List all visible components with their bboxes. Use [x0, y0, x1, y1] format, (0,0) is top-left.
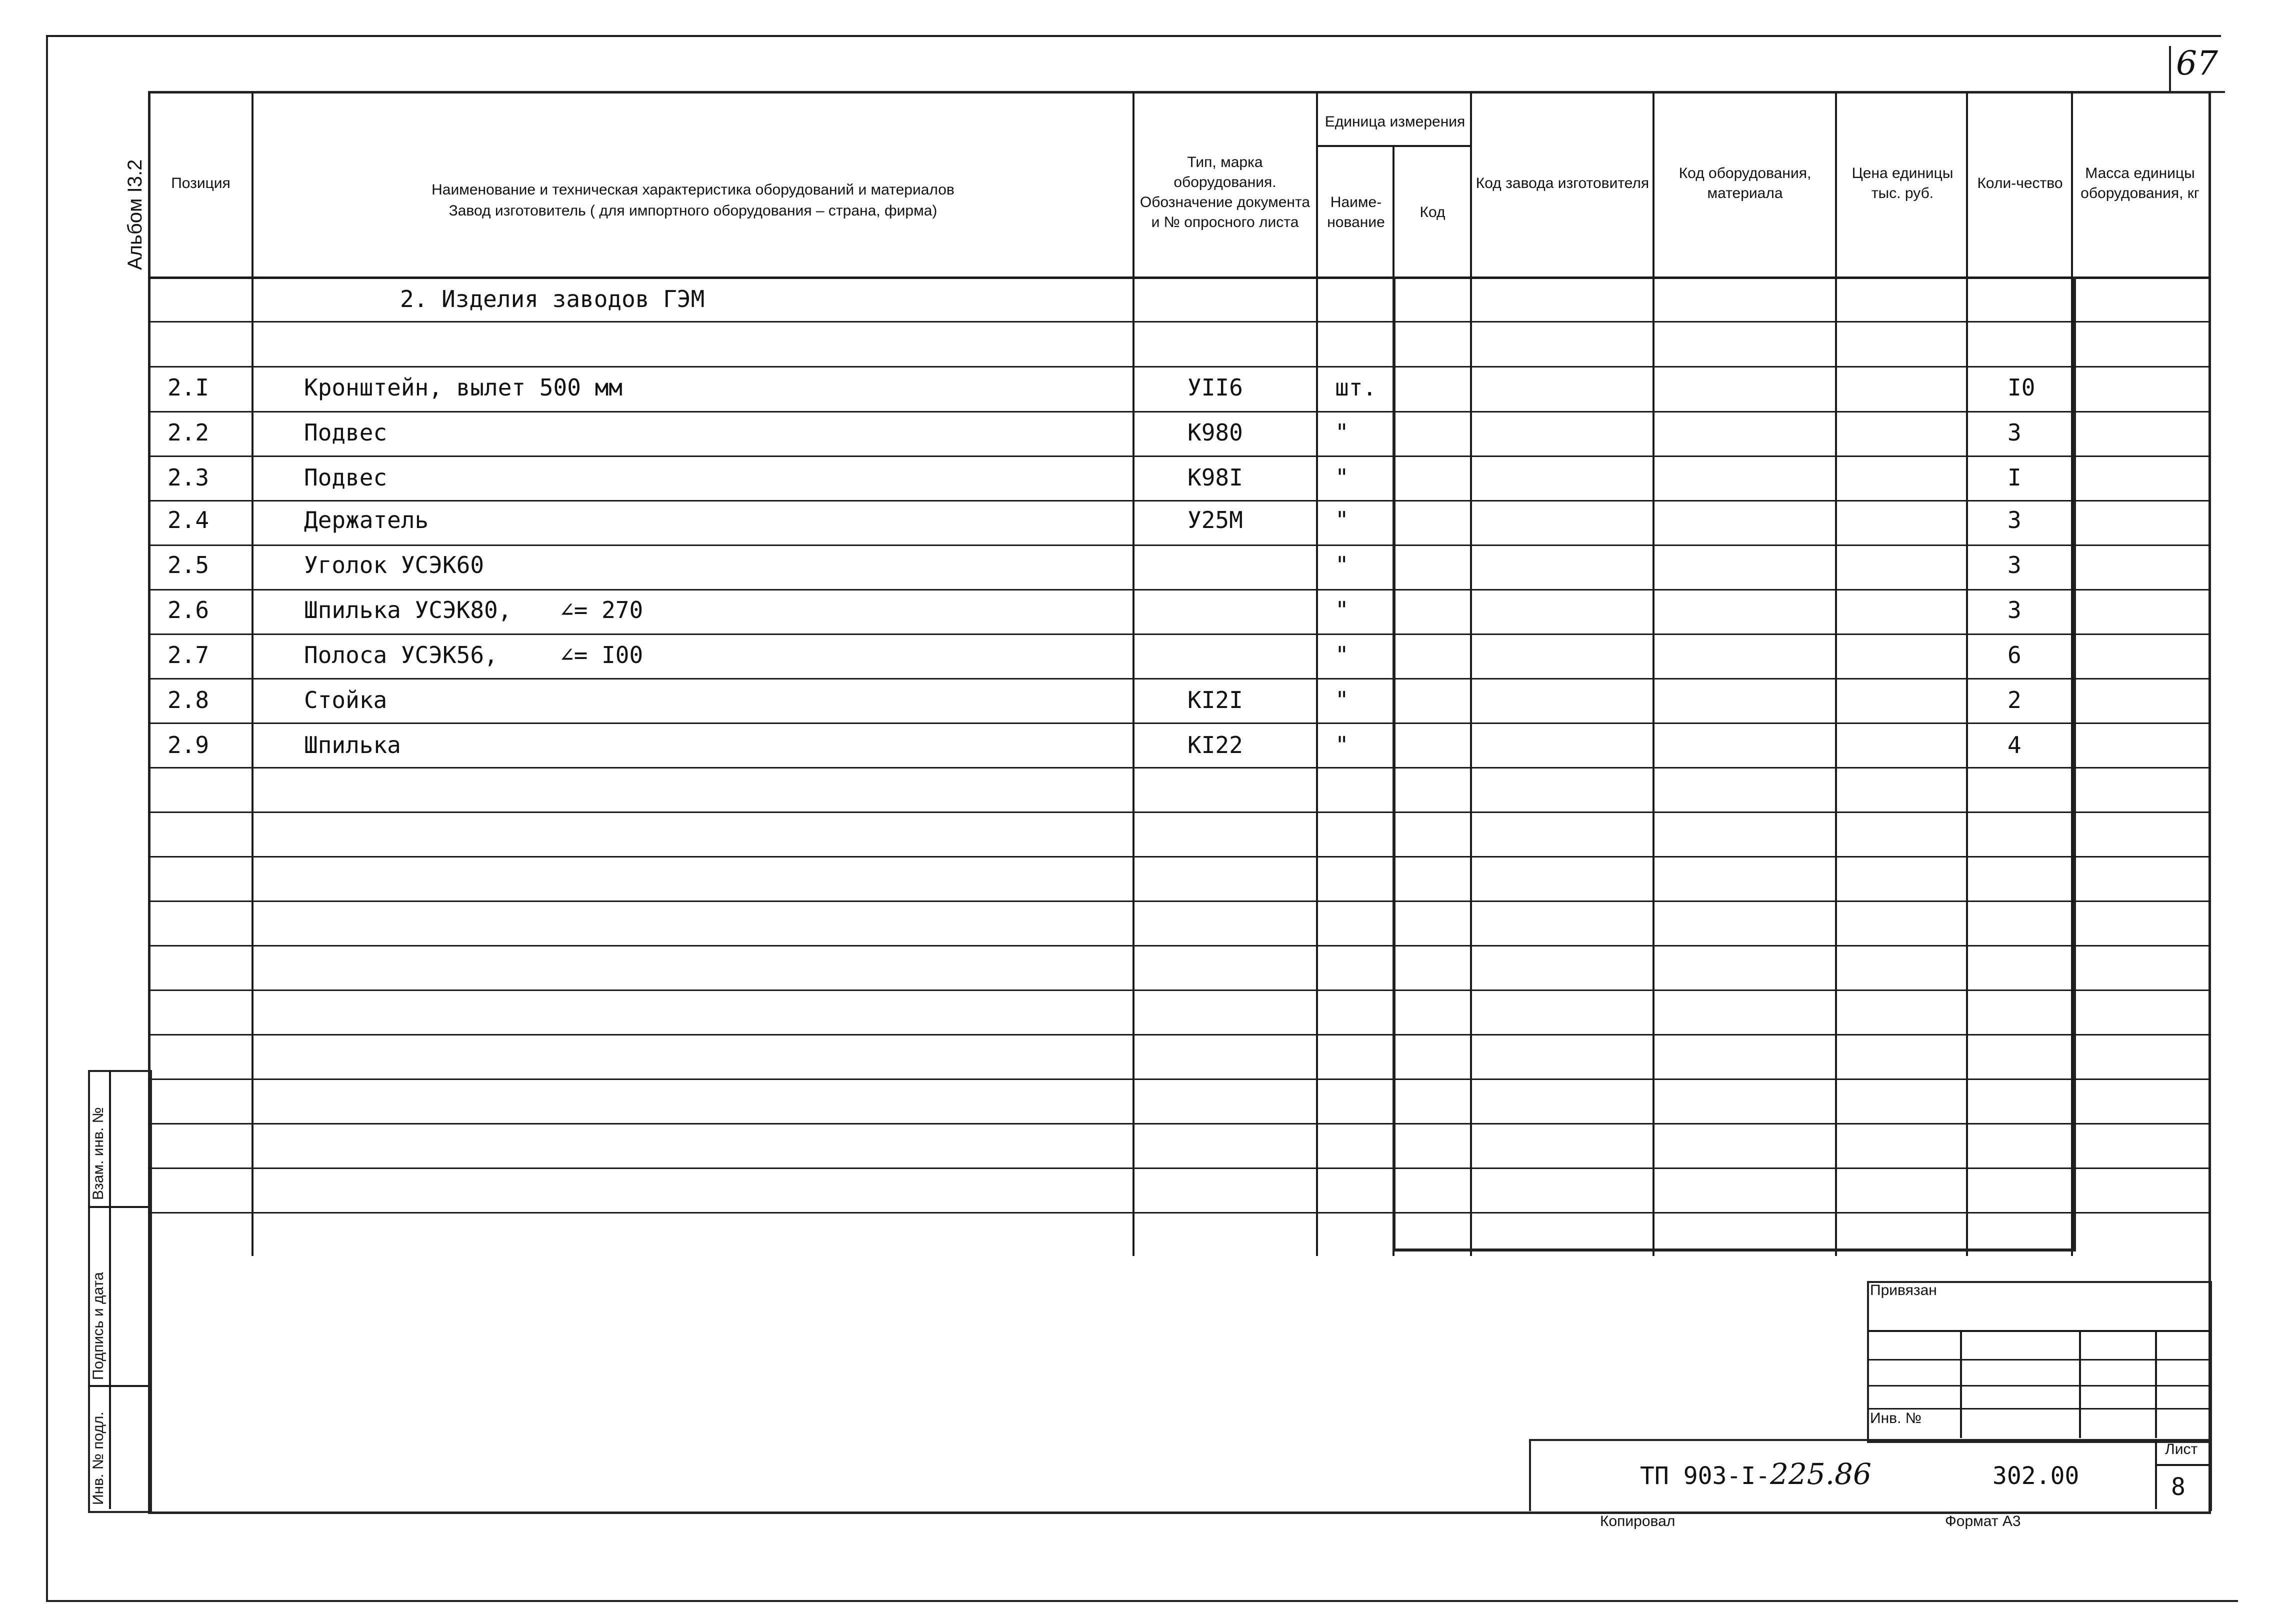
footer-format: Формат А3 — [1945, 1513, 2021, 1530]
unit-subheader-line — [1316, 145, 1471, 147]
row-type: У25М — [1188, 506, 1243, 534]
side-stamp-inner-line — [109, 1070, 111, 1509]
row-position: 2.4 — [168, 506, 210, 534]
row-quantity: 3 — [2008, 419, 2022, 446]
row-name: Уголок УСЭК60 — [304, 552, 484, 578]
row-unit: " — [1335, 642, 1349, 668]
code-block-frame — [1392, 276, 2076, 1252]
header-factory-code: Код завода изготовителя — [1476, 175, 1650, 192]
header-name-line1: Наименование и техническая характеристика оборудований и материалов — [432, 182, 954, 198]
header-equipment-code: Код оборудования, материала — [1678, 165, 1812, 202]
header-price: Цена единицы тыс. руб. — [1852, 165, 1954, 202]
section-title: 2. Изделия заводов ГЭМ — [400, 286, 705, 312]
page-number: 67 — [2176, 44, 2218, 82]
row-position: 2.I — [168, 374, 210, 401]
top-border-line — [46, 35, 2221, 37]
row-position: 2.3 — [168, 464, 210, 491]
row-quantity: 6 — [2008, 642, 2022, 668]
row-unit: " — [1335, 506, 1349, 534]
row-position: 2.7 — [168, 642, 210, 668]
stamp-vline-2 — [2079, 1330, 2081, 1438]
row-type: УII6 — [1188, 374, 1243, 401]
privyazan-label: Привязан — [1870, 1282, 1937, 1298]
stamp-line-4 — [1867, 1408, 2210, 1410]
doc-code: 302.00 — [1992, 1462, 2080, 1490]
row-line — [148, 1212, 2210, 1214]
stamp-line-2 — [1867, 1359, 2210, 1360]
row-name: Шпилька УСЭК80, — [304, 596, 512, 624]
row-type: К980 — [1188, 419, 1243, 446]
footer-copied: Копировал — [1600, 1513, 1676, 1530]
row-line — [148, 544, 2210, 546]
row-line — [148, 856, 2210, 858]
row-position: 2.8 — [168, 686, 210, 714]
header-quantity: Коли-чество — [1977, 175, 2063, 192]
row-unit: " — [1335, 596, 1349, 624]
row-position: 2.6 — [168, 596, 210, 624]
header-type: Тип, марка оборудования. Обозначение документа и № опросного листа — [1140, 154, 1310, 230]
row-line — [148, 812, 2210, 813]
row-type: К98I — [1188, 464, 1243, 491]
row-type: КI22 — [1188, 732, 1243, 758]
row-line — [148, 945, 2210, 946]
row-line — [148, 1168, 2210, 1169]
row-unit: " — [1335, 419, 1349, 446]
row-unit: " — [1335, 732, 1349, 758]
row-line — [148, 900, 2210, 902]
row-line — [148, 1034, 2210, 1036]
row-unit: " — [1335, 464, 1349, 491]
row-line — [148, 1078, 2210, 1080]
row-name: Шпилька — [304, 732, 401, 758]
stamp-line-1 — [1867, 1330, 2210, 1332]
sheet-label-line — [2155, 1464, 2210, 1466]
row-quantity: 2 — [2008, 686, 2022, 714]
stamp-line-3 — [1867, 1385, 2210, 1386]
row-line — [148, 589, 2210, 590]
row-name: Подвес — [304, 464, 388, 491]
row-line — [148, 321, 2210, 322]
side-stamp-vzam: Взам. инв. № — [90, 1107, 106, 1200]
row-name: Держатель — [304, 506, 429, 534]
row-line — [148, 722, 2210, 724]
row-length: ∠= I00 — [560, 642, 644, 668]
row-line — [148, 1123, 2210, 1124]
row-position: 2.9 — [168, 732, 210, 758]
row-line — [148, 500, 2210, 502]
header-unit-name: Наиме-нование — [1327, 194, 1385, 230]
row-position: 2.2 — [168, 419, 210, 446]
row-quantity: 3 — [2008, 506, 2022, 534]
row-name: Кронштейн, вылет 500 мм — [304, 374, 622, 401]
col-line-3 — [1316, 91, 1318, 1256]
row-line — [148, 990, 2210, 991]
header-unit-code: Код — [1420, 204, 1446, 220]
row-line — [148, 678, 2210, 680]
doc-number-handwritten: 225.86 — [1770, 1457, 1872, 1491]
row-unit: " — [1335, 552, 1349, 578]
row-unit: " — [1335, 686, 1349, 714]
row-line — [148, 411, 2210, 412]
stamp-vline-3 — [2155, 1330, 2157, 1438]
side-stamp-divider-1 — [88, 1206, 148, 1208]
header-name-line2: Завод изготовитель ( для импортного оборудования – страна, фирма) — [448, 202, 938, 219]
sheet-label: Лист — [2165, 1441, 2198, 1458]
row-name: Стойка — [304, 686, 388, 714]
row-length: ∠= 270 — [560, 596, 644, 624]
row-line — [148, 366, 2210, 368]
stamp-vline-1 — [1960, 1330, 1962, 1438]
row-unit: шт. — [1335, 374, 1377, 401]
sheet-divider — [2155, 1439, 2157, 1509]
row-quantity: 4 — [2008, 732, 2022, 758]
row-quantity: I0 — [2008, 374, 2036, 401]
row-type: КI2I — [1188, 686, 1243, 714]
sheet-number: 8 — [2171, 1473, 2186, 1501]
row-quantity: I — [2008, 464, 2022, 491]
side-stamp-divider-2 — [88, 1385, 148, 1387]
row-position: 2.5 — [168, 552, 210, 578]
col-line-2 — [1132, 91, 1134, 1256]
inv-no-label: Инв. № — [1870, 1410, 1922, 1426]
row-quantity: 3 — [2008, 552, 2022, 578]
col-line-1 — [252, 91, 254, 1256]
header-mass: Масса единицы оборудования, кг — [2080, 165, 2200, 202]
row-name: Полоса УСЭК56, — [304, 642, 498, 668]
doc-prefix: ТП 903-I- — [1640, 1462, 1770, 1490]
row-line — [148, 456, 2210, 457]
album-label: Альбом I3.2 — [124, 159, 146, 270]
row-name: Подвес — [304, 419, 388, 446]
header-unit-group: Единица измерения — [1324, 114, 1466, 130]
header-position: Позиция — [171, 175, 230, 192]
side-stamp-podpis: Подпись и дата — [90, 1272, 106, 1380]
row-quantity: 3 — [2008, 596, 2022, 624]
row-line — [148, 634, 2210, 635]
side-stamp-inv: Инв. № подл. — [90, 1412, 106, 1505]
row-line — [148, 767, 2210, 768]
